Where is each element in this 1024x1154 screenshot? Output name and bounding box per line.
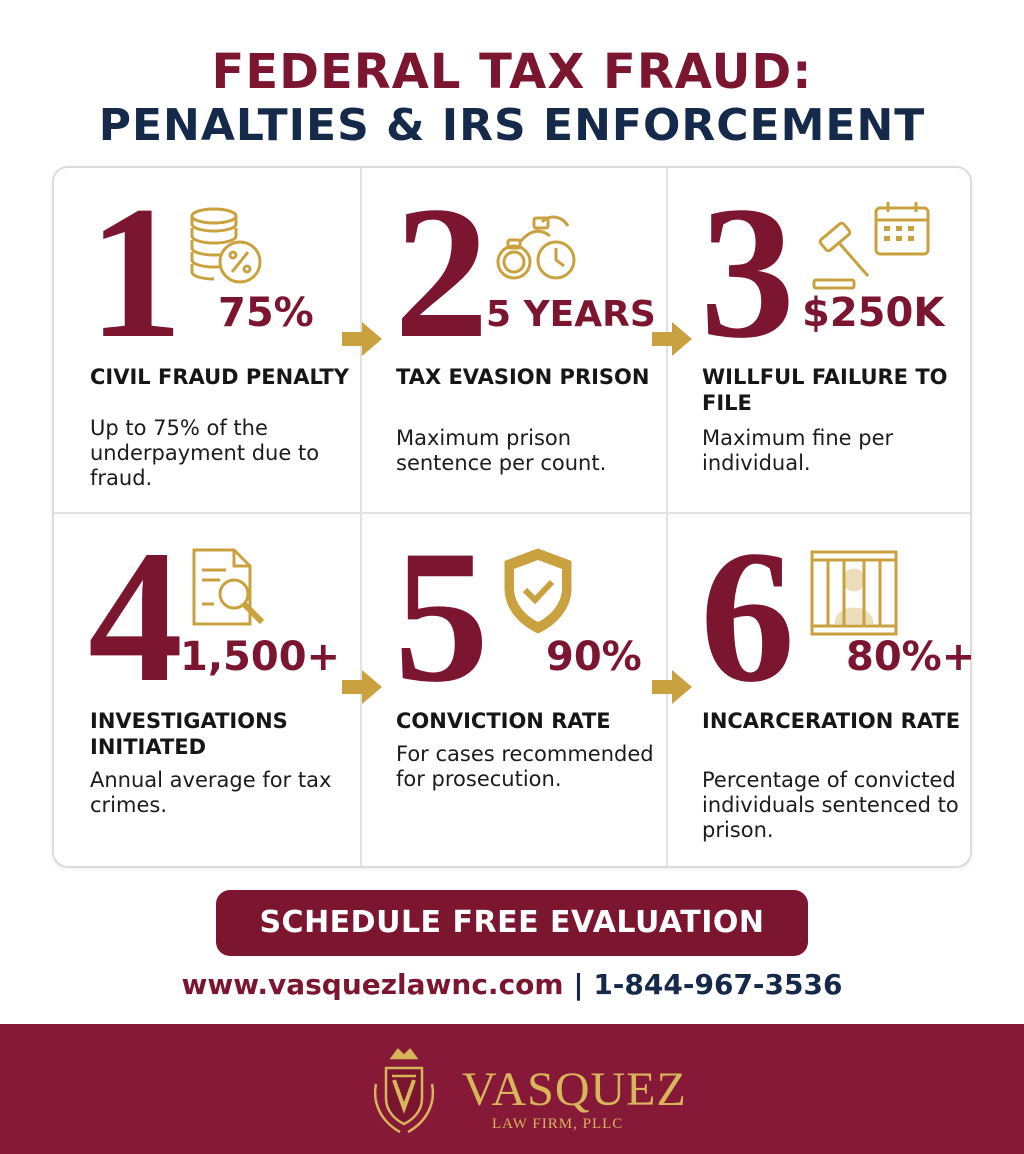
card-description: For cases recommended for prosecution. (396, 742, 654, 791)
schedule-evaluation-button[interactable]: SCHEDULE FREE EVALUATION (216, 890, 808, 956)
logo-name: VASQUEZ (462, 1063, 687, 1116)
gavel-calendar-icon (810, 200, 934, 296)
arrow-right-icon (652, 322, 692, 356)
card-label: INCARCERATION RATE (702, 709, 961, 733)
card-description: Annual average for tax crimes. (90, 768, 332, 817)
coins-percent-icon (178, 200, 274, 296)
card-description: Percentage of convicted individuals sentenced to prison. (702, 768, 959, 842)
card-stat: $250K (802, 290, 945, 336)
page-title-line1: FEDERAL TAX FRAUD: (211, 44, 813, 100)
stat-card-conviction (360, 512, 666, 856)
card-label: INVESTIGATIONS INITIATED (90, 709, 288, 759)
card-description: Maximum prison sentence per count. (396, 426, 607, 475)
card-description: Maximum fine per individual. (702, 426, 894, 475)
card-label: TAX EVASION PRISON (396, 365, 650, 389)
website-link[interactable]: www.vasquezlawnc.com (181, 968, 564, 1001)
stat-card-willful-failure (666, 168, 972, 512)
stats-grid (52, 166, 976, 868)
card-number: 5 (394, 512, 489, 722)
card-number: 6 (700, 512, 795, 722)
phone-link[interactable]: 1-844-967-3536 (593, 968, 843, 1001)
document-magnifier-icon (184, 544, 280, 640)
card-stat: 75% (218, 290, 314, 336)
card-stat: 80%+ (846, 634, 976, 680)
stat-card-investigations (54, 512, 360, 856)
arrow-right-icon (342, 670, 382, 704)
card-stat: 5 YEARS (486, 294, 656, 335)
card-label: WILLFUL FAILURE TO FILE (702, 365, 948, 415)
card-number: 4 (88, 512, 183, 722)
jail-bars-icon (806, 544, 902, 640)
law-firm-crest-icon (356, 1044, 452, 1140)
handcuffs-clock-icon (490, 200, 586, 296)
card-label: CONVICTION RATE (396, 709, 611, 733)
card-stat: 1,500+ (180, 634, 341, 680)
contact-line (0, 968, 1024, 1001)
footer-bar (0, 1024, 1024, 1154)
card-stat: 90% (546, 634, 642, 680)
shield-check-icon (490, 544, 586, 640)
card-number: 1 (88, 168, 183, 378)
page-title-line2: PENALTIES & IRS ENFORCEMENT (98, 100, 926, 151)
card-number: 2 (394, 168, 489, 378)
contact-separator: | (573, 968, 584, 1001)
card-number: 3 (700, 168, 795, 378)
card-description: Up to 75% of the underpayment due to fraud. (90, 416, 320, 490)
logo-subtitle: LAW FIRM, PLLC (492, 1116, 624, 1132)
card-label: CIVIL FRAUD PENALTY (90, 365, 349, 389)
arrow-right-icon (342, 322, 382, 356)
stat-card-incarceration (666, 512, 976, 856)
arrow-right-icon (652, 670, 692, 704)
stat-card-civil-fraud (54, 168, 360, 512)
stat-card-tax-evasion (360, 168, 666, 512)
